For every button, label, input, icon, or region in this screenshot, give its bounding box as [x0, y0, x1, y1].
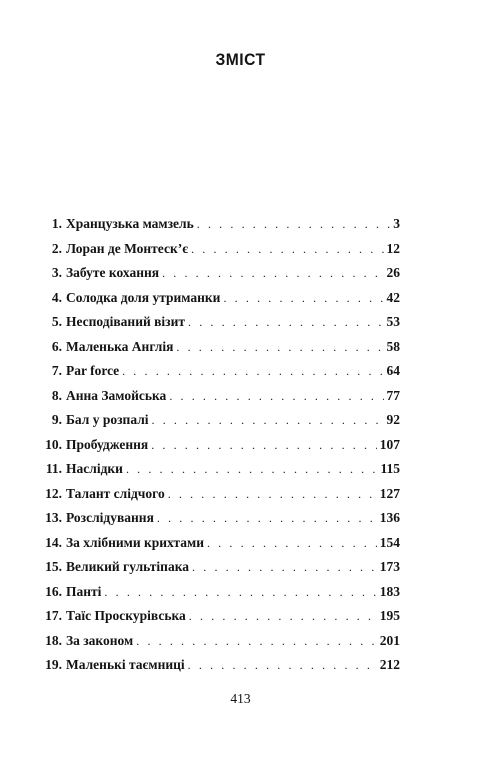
entry-title: Панті: [66, 583, 102, 599]
entry-page-number: 195: [379, 608, 400, 623]
entry-page-number: 12: [386, 240, 400, 256]
entry-title: Анна Замойська: [66, 387, 167, 403]
toc-heading: ЗМІСТ: [215, 50, 266, 69]
dot-leader: [191, 237, 383, 262]
dot-leader: [104, 580, 376, 605]
entry-title: За хлібними крихтами: [66, 534, 204, 550]
entry-number: 2.: [51, 240, 62, 256]
entry-title: Талант слідчого: [66, 485, 165, 501]
dot-leader: [152, 408, 384, 433]
entry-number: 10.: [45, 436, 62, 452]
dot-leader: [168, 482, 377, 507]
entry-page-number: 115: [380, 461, 400, 476]
entry-number: 12.: [45, 485, 62, 501]
toc-entry: [36, 384, 400, 409]
entry-title: Солодка доля утриманки: [66, 289, 221, 305]
entry-number: 3.: [51, 265, 62, 280]
toc-entry: [36, 580, 400, 605]
entry-title: Великий гультіпака: [66, 559, 190, 574]
entry-title: Розслідування: [66, 510, 154, 525]
dot-leader: [223, 286, 383, 311]
page-number: 413: [230, 691, 251, 706]
entry-page-number: 173: [379, 559, 400, 574]
entry-title: Таїс Проскурівська: [66, 608, 186, 623]
toc-entry: [36, 359, 400, 384]
dot-leader: [169, 384, 383, 409]
entry-page-number: 64: [386, 363, 400, 378]
entry-page-number: 107: [379, 436, 400, 452]
dot-leader: [197, 212, 390, 237]
entry-title: Наслідки: [66, 461, 123, 476]
toc-entry: [36, 433, 400, 458]
entry-number: 15.: [45, 559, 62, 574]
dot-leader: [136, 629, 377, 654]
entry-page-number: 53: [386, 314, 400, 329]
entry-title: Хранцузька мамзель: [66, 216, 194, 231]
dot-leader: [207, 531, 377, 556]
entry-title: Несподіваний візит: [66, 314, 185, 329]
toc-entry: [36, 604, 400, 629]
entry-number: 7.: [51, 363, 62, 378]
dot-leader: [157, 506, 377, 531]
entry-number: 13.: [45, 510, 62, 525]
toc-entry: [36, 261, 400, 286]
toc-entry: [36, 237, 400, 262]
toc-entry: [36, 335, 400, 360]
toc-entry: [36, 653, 400, 678]
entry-page-number: 154: [379, 534, 400, 550]
entry-number: 6.: [51, 338, 62, 354]
entry-number: 5.: [51, 314, 62, 329]
entry-title: Лоран де Монтеск’є: [66, 240, 189, 256]
entry-number: 17.: [45, 608, 62, 623]
entry-title: Маленька Англія: [66, 338, 174, 354]
entry-number: 9.: [51, 412, 62, 427]
entry-page-number: 127: [379, 485, 400, 501]
entry-number: 4.: [51, 289, 62, 305]
dot-leader: [151, 433, 377, 458]
entry-title: Забуте кохання: [66, 265, 160, 280]
dot-leader: [122, 359, 383, 384]
entry-number: 18.: [45, 632, 62, 648]
toc-entry: [36, 531, 400, 556]
entry-number: 11.: [45, 461, 62, 476]
entry-page-number: 3: [393, 216, 400, 231]
toc-entry: [36, 212, 400, 237]
entry-number: 1.: [51, 216, 62, 231]
toc-entry: [36, 506, 400, 531]
dot-leader: [189, 604, 377, 629]
entry-page-number: 77: [386, 387, 400, 403]
dot-leader: [188, 653, 377, 678]
entry-title: Бал у розпалі: [66, 412, 149, 427]
entry-page-number: 212: [379, 657, 400, 672]
toc-entry: [36, 286, 400, 311]
entry-number: 19.: [45, 657, 62, 672]
entry-page-number: 92: [386, 412, 400, 427]
toc-entry: [36, 408, 400, 433]
dot-leader: [192, 555, 377, 580]
entry-title: За законом: [66, 632, 134, 648]
entry-number: 14.: [45, 534, 62, 550]
toc-entry: [36, 482, 400, 507]
entry-page-number: 201: [379, 632, 400, 648]
toc-entry: [36, 310, 400, 335]
dot-leader: [126, 457, 378, 482]
dot-leader: [162, 261, 383, 286]
toc-entry: [36, 555, 400, 580]
table-of-contents: [36, 212, 400, 678]
dot-leader: [176, 335, 383, 360]
entry-page-number: 136: [379, 510, 400, 525]
entry-page-number: 183: [379, 583, 400, 599]
entry-number: 8.: [51, 387, 62, 403]
dot-leader: [188, 310, 384, 335]
entry-title: Par force: [66, 363, 120, 378]
entry-title: Пробудження: [66, 436, 149, 452]
entry-number: 16.: [45, 583, 62, 599]
entry-page-number: 26: [386, 265, 400, 280]
entry-page-number: 58: [386, 338, 400, 354]
entry-page-number: 42: [386, 289, 400, 305]
entry-title: Маленькі таємниці: [66, 657, 185, 672]
toc-entry: [36, 457, 400, 482]
toc-entry: [36, 629, 400, 654]
